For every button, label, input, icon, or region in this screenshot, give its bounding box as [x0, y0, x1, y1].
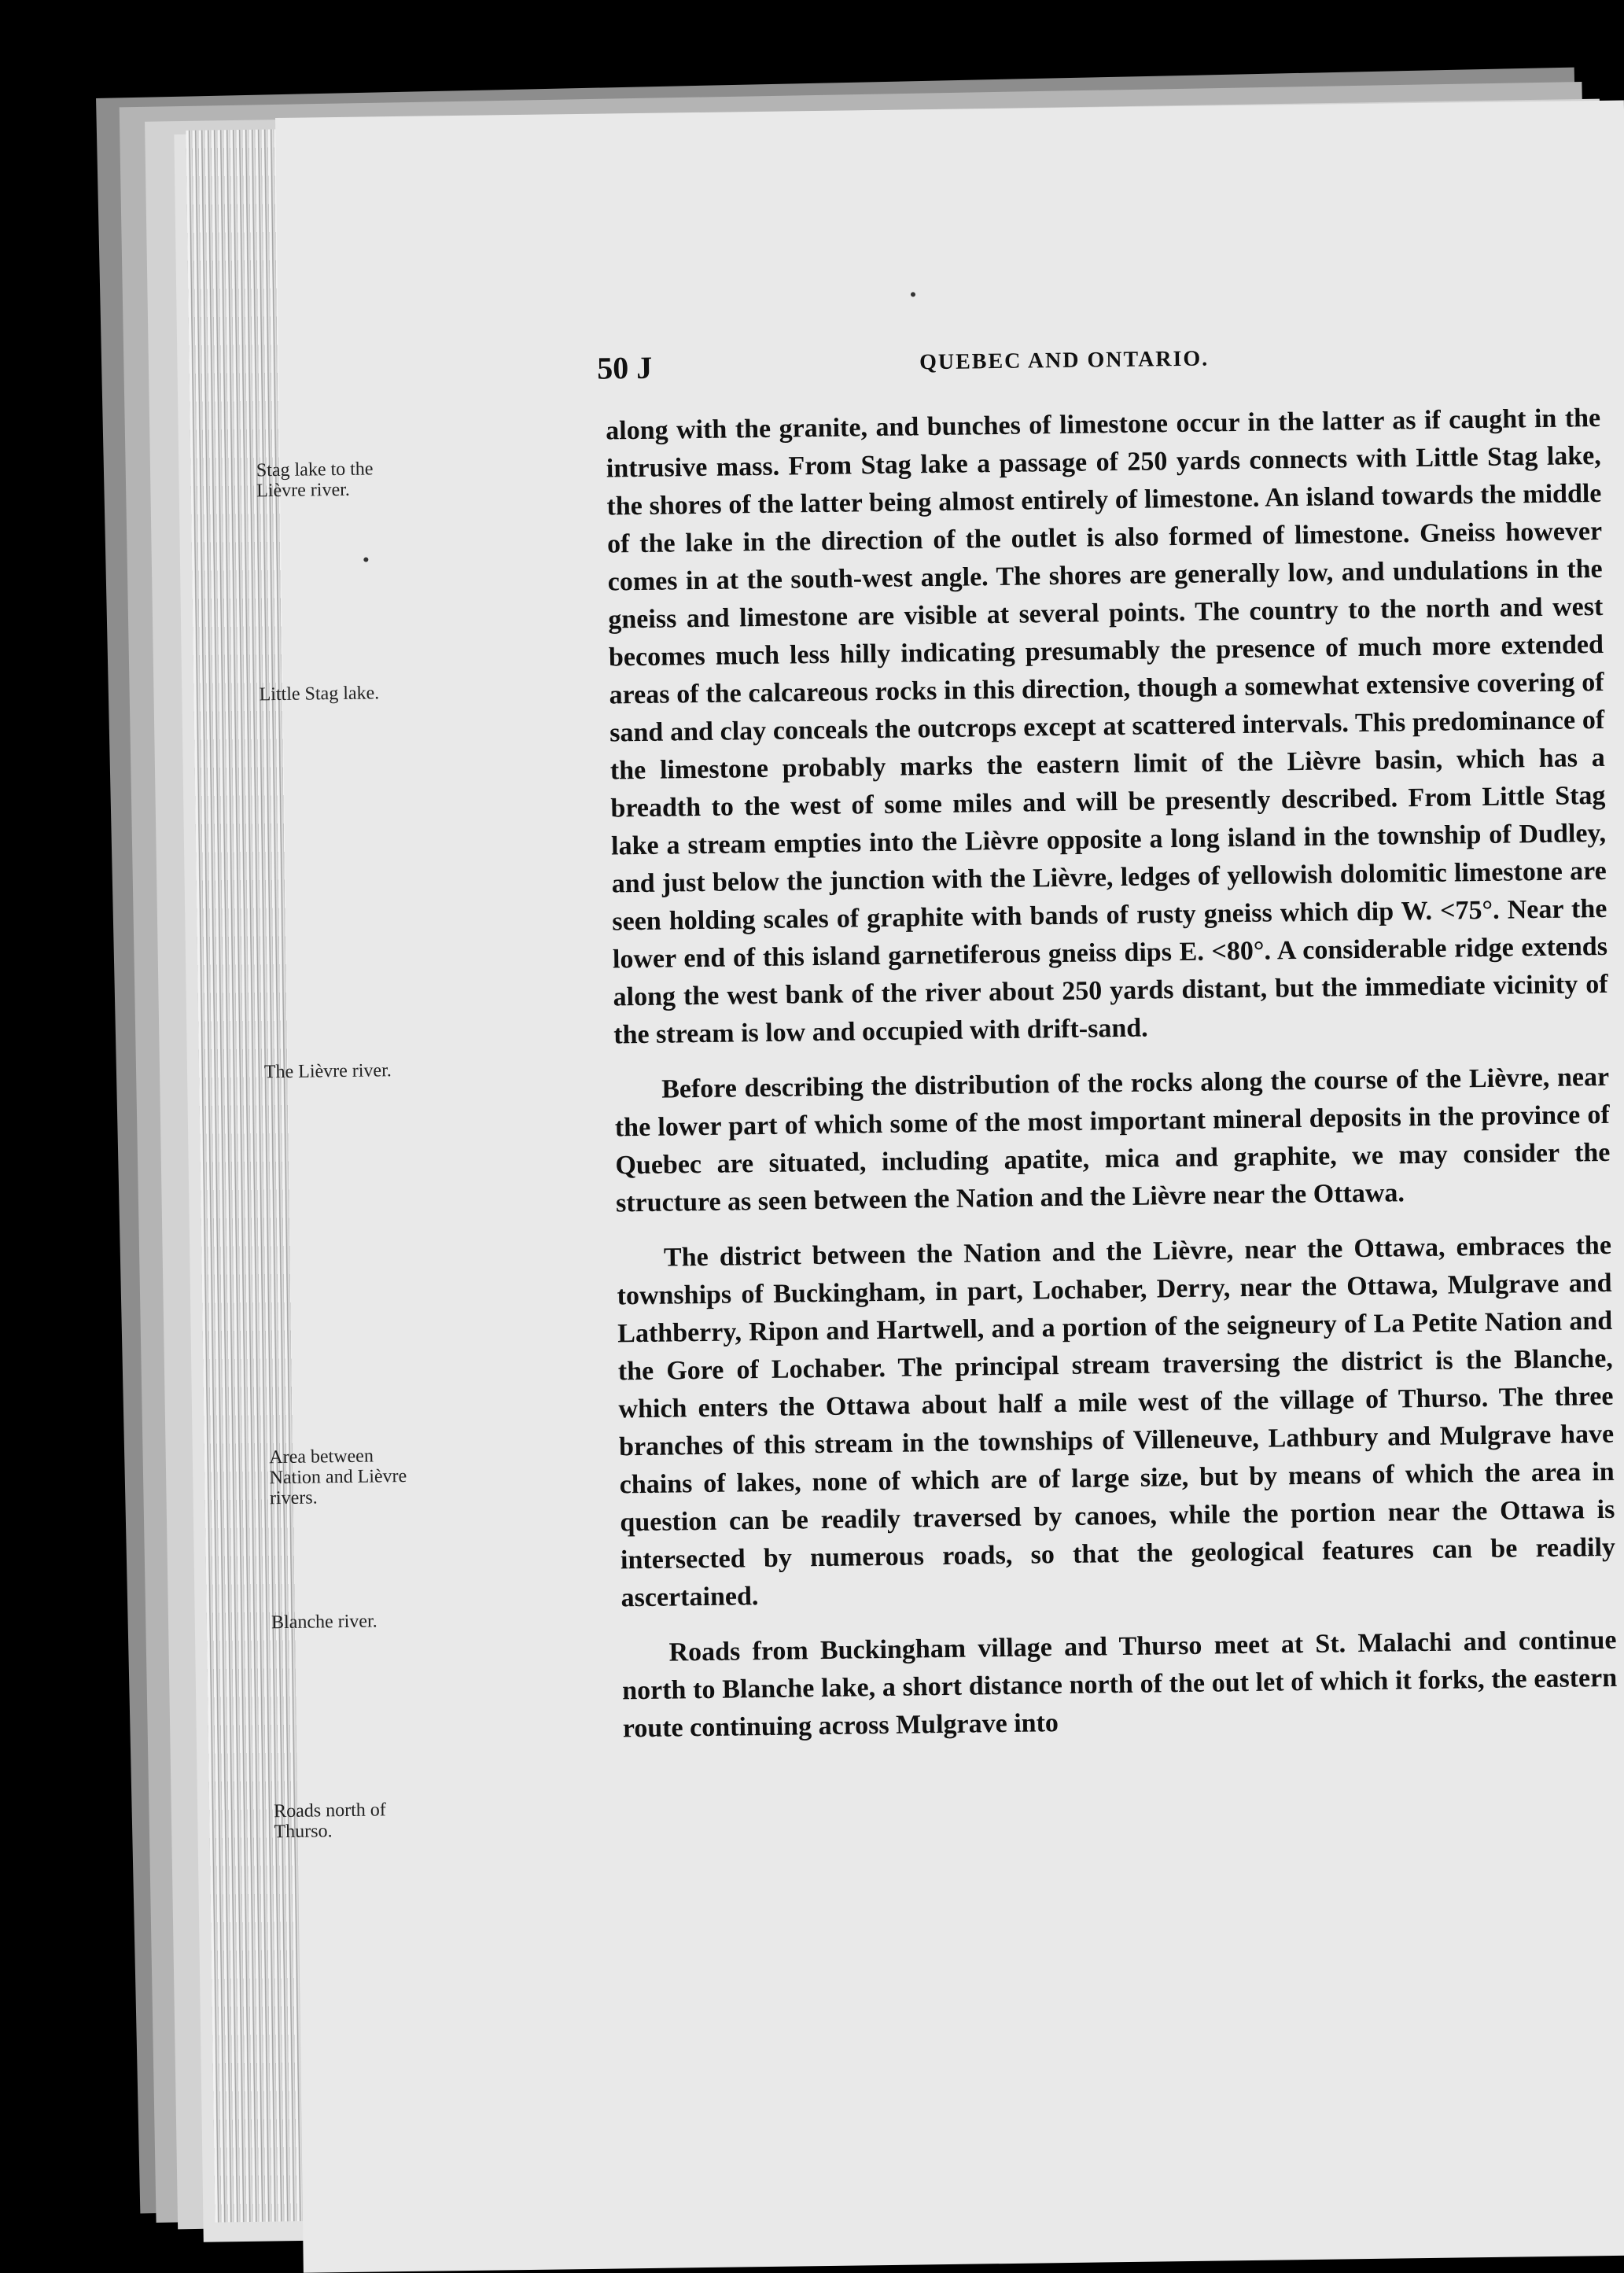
body-text — [606, 400, 1618, 1765]
sidenote-blanche-river: Blanche river. — [271, 1611, 377, 1634]
sidenote-stag-lake: Stag lake to the Lièvre river. — [256, 459, 374, 502]
sidenote-roads-north: Roads north of Thurso. — [274, 1800, 386, 1843]
page-number: 50 J — [596, 349, 653, 386]
paragraph: along with the granite, and bunches of limestone occur in the latter as if caught in the intrusive mass. From Stag lake a passage of 250 yards connects with Little Stag lake, the shores of the latter being almost entirely of limestone. An island towards the middle of the lake in the direction of the outlet is also formed of limestone. Gneiss however comes in at the south-west angle. The shores are generally low, and undulations in the gneiss and limestone are visible at several points. The country to the north and west becomes much less hilly indicating presumably the presence of much more extended areas of the calcareous rocks in this direction, though a somewhat extensive covering of sand and clay conceals the outcrops except at scattered intervals. This predominance of the limestone probably marks the eastern limit of the Lièvre basin, which has a breadth to the west of some miles and will be presently described. From Little Stag lake a stream empties into the Lièvre opposite a long island in the township of Dudley, and just below the junction with the Lièvre, ledges of yellowish dolomitic limestone are seen holding scales of graphite with bands of rusty gneiss which dip W. <75°. Near the lower end of this island garnetiferous gneiss dips E. <80°. A considerable ridge extends along the west bank of the river about 250 yards distant, but the immediate vicinity of the stream is low and occupied with drift-sand. — [606, 403, 1608, 1050]
running-title: QUEBEC AND ONTARIO. — [919, 346, 1210, 375]
book-page — [256, 101, 1624, 2273]
sidenote-area-between: Area between Nation and Lièvre rivers. — [269, 1446, 407, 1509]
page-header — [597, 334, 1624, 397]
speck — [911, 292, 915, 297]
sidenote-lievre-river: The Lièvre river. — [263, 1060, 392, 1083]
paragraph: The district between the Nation and the Lièvre, near the Ottawa, embraces the townships of Buckingham, in part, Lochaber, Derry, near the Ottawa, Mulgrave and Lathberry, Ripon and Hartwell, and a portion of the seigneury of La Petite Nation and the Gore of Lochaber. The principal stream traversing the district is the Blanche, which enters the Ottawa about half a mile west of the village of Thurso. The three branches of this stream in the townships of Villeneuve, Lathbury and Mulgrave have chains of lakes, none of which are of large size, but by means of which the area in question can be readily traversed by canoes, while the portion near the Ottawa is intersected by numerous roads, so that the geological features can be readily ascertained. — [617, 1230, 1616, 1613]
paragraph: Roads from Buckingham village and Thurso meet at St. Malachi and continue north to Blanche lake, a short distance north of the out let of which it forks, the eastern route continuing across Mulgrave into — [621, 1625, 1618, 1744]
speck — [363, 557, 368, 562]
sidenote-little-stag-lake: Little Stag lake. — [259, 683, 380, 705]
paragraph: Before describing the distribution of the rocks along the course of the Lièvre, near the lower part of which some of the most important mineral deposits in the province of Quebec are situated, including apatite, mica and graphite, we may consider the structure as seen between the Nation and the Lièvre near the Ottawa. — [614, 1062, 1611, 1218]
